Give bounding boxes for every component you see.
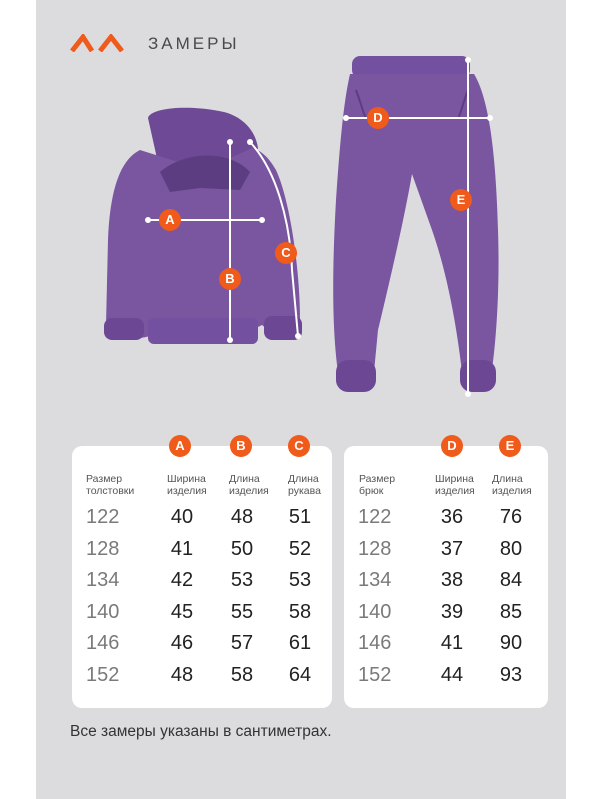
hoodie-sleeve-column — [280, 503, 320, 692]
size-cell: 152 — [358, 663, 392, 686]
marker-b-badge: B — [219, 268, 241, 290]
size-cell: 134 — [358, 569, 392, 591]
table-badge-b: B — [230, 435, 252, 457]
value-cell: 80 — [499, 537, 523, 560]
value-cell: 53 — [230, 569, 254, 591]
header-hoodie-length: Длина изделия — [229, 473, 269, 497]
value-cell: 44 — [440, 663, 464, 686]
marker-c-badge: C — [275, 242, 297, 264]
value-cell: 93 — [499, 663, 523, 686]
value-cell: 64 — [288, 663, 312, 686]
value-cell: 38 — [440, 569, 464, 591]
size-cell: 128 — [86, 537, 120, 560]
value-cell: 58 — [288, 600, 312, 623]
value-cell: 41 — [170, 537, 194, 560]
value-cell: 52 — [288, 537, 312, 560]
size-cell: 122 — [358, 506, 392, 528]
table-badge-d: D — [441, 435, 463, 457]
value-cell: 84 — [499, 569, 523, 591]
value-cell: 48 — [230, 506, 254, 528]
value-cell: 85 — [499, 600, 523, 623]
size-cell: 122 — [86, 506, 120, 528]
hoodie-length-column — [222, 503, 262, 692]
value-cell: 41 — [440, 632, 464, 654]
header-hoodie-sleeve: Длина рукава — [288, 473, 321, 497]
value-cell: 57 — [230, 632, 254, 654]
value-cell: 51 — [288, 506, 312, 528]
header-pants-size: Размер брюк — [359, 473, 396, 497]
marker-a-badge: A — [159, 209, 181, 231]
marker-e-badge: E — [450, 189, 472, 211]
size-cell: 128 — [358, 537, 392, 560]
pants-image — [333, 56, 498, 392]
size-cell: 152 — [86, 663, 120, 686]
size-cell: 146 — [358, 632, 392, 654]
header-hoodie-size: Размер толстовки — [86, 473, 135, 497]
hoodie-image — [104, 108, 302, 344]
hoodie-width-column — [162, 503, 202, 692]
size-cell: 140 — [86, 600, 120, 623]
hoodie-size-column — [86, 503, 136, 692]
value-cell: 55 — [230, 600, 254, 623]
value-cell: 46 — [170, 632, 194, 654]
value-cell: 53 — [288, 569, 312, 591]
value-cell: 45 — [170, 600, 194, 623]
pants-length-column — [491, 503, 531, 692]
marker-d-badge: D — [367, 107, 389, 129]
footer-note: Все замеры указаны в сантиметрах. — [70, 723, 332, 740]
value-cell: 50 — [230, 537, 254, 560]
value-cell: 90 — [499, 632, 523, 654]
value-cell: 58 — [230, 663, 254, 686]
value-cell: 42 — [170, 569, 194, 591]
value-cell: 61 — [288, 632, 312, 654]
value-cell: 36 — [440, 506, 464, 528]
table-badge-c: C — [288, 435, 310, 457]
page-title: ЗАМЕРЫ — [148, 34, 240, 53]
header-hoodie-width: Ширина изделия — [167, 473, 207, 497]
size-cell: 134 — [86, 569, 120, 591]
size-cell: 140 — [358, 600, 392, 623]
table-badge-a: A — [169, 435, 191, 457]
size-cell: 146 — [86, 632, 120, 654]
value-cell: 40 — [170, 506, 194, 528]
value-cell: 48 — [170, 663, 194, 686]
value-cell: 37 — [440, 537, 464, 560]
pants-size-column — [358, 503, 408, 692]
pants-width-column — [432, 503, 472, 692]
header-pants-length: Длина изделия — [492, 473, 532, 497]
table-badge-e: E — [499, 435, 521, 457]
value-cell: 39 — [440, 600, 464, 623]
header-pants-width: Ширина изделия — [435, 473, 475, 497]
value-cell: 76 — [499, 506, 523, 528]
